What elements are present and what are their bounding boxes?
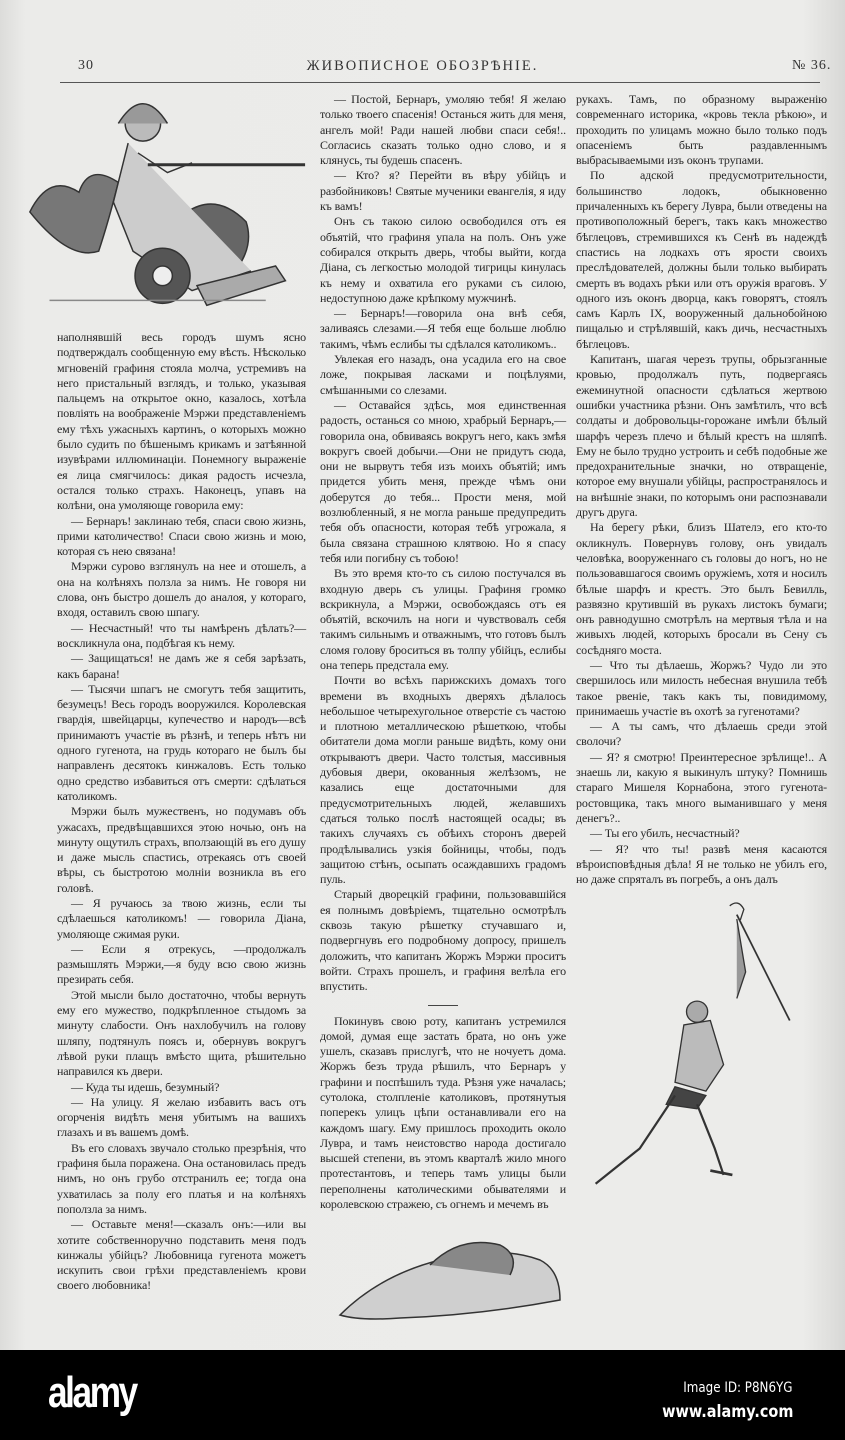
paragraph: — А ты самъ, что дѣлаешь среди этой сволочи?: [576, 719, 827, 749]
paragraph: Увлекая его назадъ, она усадила его на свое ложе, покрывая ласками и поцѣлуями, смѣшанными со слезами.: [320, 352, 566, 397]
paragraph: — Куда ты идешь, безумный?: [71, 1079, 220, 1094]
fallen-woman-illustration: [320, 1220, 566, 1330]
paragraph: — Я? что ты! развѣ меня касаются вѣроисповѣдныя дѣла! Я не только не убилъ его, но даже спряталъ въ погребъ, а онъ далъ: [576, 841, 827, 887]
paragraph: Мэржи былъ мужественъ, но подумавъ объ ужасахъ, предвѣщавшихся этою ночью, онъ на минуту ощутилъ страхъ, вползающій въ его душу и даже мысль спастись, отрекаясь отъ своей вѣры, съ быстротою молніи возникла въ его головѣ.: [57, 804, 306, 895]
column-2: [320, 92, 566, 1330]
paragraph: Въ это время кто-то съ силою постучался въ входную дверь съ улицы. Графиня громко вскрикнула, а Мэржи, освобождаясь отъ ея объятій, вскочилъ на ноги и чувствовалъ себя такимъ сильнымъ и отважнымъ, что готовъ былъ сломя голову броситься въ толпу убійцъ, еслибы она теперь предстала ему.: [320, 566, 566, 672]
column-2-text: [320, 92, 566, 995]
paragraph: рукахъ. Тамъ, по образному выраженію современнаго историка, «кровь текла рѣкою», и проходить по улицамъ можно было только подъ опасеніемъ быть раздавленнымъ выбрасываемыми изъ оконъ трупами.: [576, 92, 827, 168]
publication-title: ЖИВОПИСНОЕ ОБОЗРѢНІЕ.: [306, 58, 539, 74]
column-2-text-after-break: [320, 1014, 566, 1213]
paragraph: Мэржи сурово взглянулъ на нее и отошелъ, а она на колѣняхъ ползла за нимъ. Не говоря ни слова, онъ быстро дошелъ до аналоя, у котораго, входя, оставилъ свою шпагу.: [57, 559, 306, 620]
paragraph: На берегу рѣки, близъ Шателэ, его кто-то окликнулъ. Повернувъ голову, онъ увидалъ человѣка, вооруженнаго съ головы до ногъ, но не пользовавшагося своимъ оружіемъ, хотя и носилъ бѣлые шарфъ и крестъ. Это былъ Бевилль, развязно крутившій въ рукахъ листокъ бумаги; онъ равнодушно смотрѣлъ на мертвыя тѣла и на живыхъ людей, которыхъ бросали въ Сену съ сосѣдняго моста.: [576, 520, 827, 657]
page-number: 30: [78, 58, 94, 73]
paragraph: — Оставайся здѣсь, моя единственная радость, останься со мною, храбрый Бернаръ,— говорила она, обвиваясь вокругъ него, какъ змѣя вокругъ своей добычи.—Они не придутъ сюда, они не вырвутъ тебя изъ моихъ объятій; имъ придется убить меня, прежде чѣмъ они доберутся до тебя... Прости меня, мой возлюбленный, я не могла раньше предупредить тебя объ опасности, которая тебѣ угрожала, я была связана страшною клятвою. Но я спасу тебя или погибну съ тобою!: [320, 397, 566, 565]
paragraph: — Я ручаюсь за твою жизнь, если ты сдѣлаешься католикомъ! — говорила Діана, умоляюще сжимая руки.: [57, 895, 306, 941]
paragraph: — Бернаръ!—говорила она внѣ себя, заливаясь слезами.—Я тебя еще больше люблю такимъ, чѣмъ еслибы ты сдѣлался католикомъ..: [320, 306, 566, 351]
column-3-text: [576, 92, 827, 887]
column-3: [576, 92, 827, 1197]
paragraph: Капитанъ, шагая черезъ трупы, обрызганные кровью, продолжалъ путь, подвергаясь ежеминутной опасности сдѣлаться жертвою ошибки участника рѣзни. Онъ замѣтилъ, что всѣ солдаты и добровольцы-горожане имѣли бѣлый шарфъ черезъ плечо и бѣлый крестъ на шляпѣ. Ему не было трудно устроить и себѣ подобные же предохранительные значки, но отвращеніе, которое ему внушали убійцы, распространялось и на внѣшніе знаки, по которымъ они распознавали другъ друга.: [576, 352, 827, 520]
paragraph: — Несчастный! что ты намѣренъ дѣлать?— воскликнула она, подбѣгая къ нему.: [57, 620, 306, 650]
swordsman-illustration: [576, 897, 827, 1197]
column-1: [20, 92, 310, 1294]
paragraph: наполнявшій весь городъ шумъ ясно подтверждалъ сообщенную ему вѣсть. Нѣсколько мгновеній графиня стояла молча, устремивъ на него пристальный взглядъ, и только, указывая пальцемъ на открытое окно, казалось, хотѣла повліять на воображеніе Мэржи представленіемъ ему тѣхъ ужасныхъ картинъ, о которыхъ можно было судить по бѣшенымъ крикамъ и затѣянной изувѣрами иллюминаціи. Понемногу выраженіе ея лица смягчилось: дикая радость исчезла, остался только страхъ. Наконецъ, упавъ на колѣни, она умоляюще говорила ему:: [57, 330, 306, 513]
paragraph: — Защищаться! не дамъ же я себя зарѣзать, какъ барана!: [57, 651, 306, 681]
watermark-bar: [0, 1350, 845, 1440]
paragraph: — Если я отрекусь, —продолжалъ размышлять Мэржи,—я буду всю свою жизнь презирать себя.: [57, 941, 306, 987]
watermark-site: www.alamy.com: [661, 1402, 793, 1423]
paragraph: Онъ съ такою силою освободился отъ ея объятій, что графиня упала на полъ. Онъ уже собирался открыть дверь, чтобы выйти, когда Діана, съ легкостью молодой тигрицы кинулась къ нему и охватила его руками съ силою, недоступною даже крѣпкому мужчинѣ.: [320, 214, 566, 305]
paragraph: Старый дворецкій графини, пользовавшійся ея полнымъ довѣріемъ, тщательно осмотрѣлъ сквозь такую рѣшетку стучавшаго и, подвергнувъ его подробному допросу, пришелъ доложить, что капитанъ Жоржъ Мэржи проситъ войти. Страхъ прошелъ, и графиня велѣла его впустить.: [320, 887, 566, 994]
paragraph: Въ его словахъ звучало столько презрѣнія, что графиня была поражена. Она остановилась предъ нимъ, но онъ грубо отстранилъ ее; тогда она ухватилась за полу его платья и на колѣняхъ поползла за нимъ.: [57, 1140, 306, 1216]
paragraph: Покинувъ свою роту, капитанъ устремился домой, думая еще застать брата, но онъ уже ушелъ, сказавъ прислугѣ, что не ночуетъ дома. Жоржъ безъ труда рѣшилъ, что Бернаръ у графини и поспѣшилъ туда. Рѣзня уже началась; сутолока, столпленіе католиковъ, протянутыя поперекъ улицъ цѣпи останавливали его на каждомъ шагу. Ему пришлось проходить около Лувра, и тамъ неистовство народа достигало высшей степени, въ этомъ кварталѣ жило много протестантовъ, и теперь тамъ улицы были переполнены католическими обывателями и королевскою стражею, съ огнемъ и мечемъ въ: [320, 1013, 566, 1212]
paragraph: — Тысячи шпагъ не смогутъ тебя защитить, безумецъ! Весь городъ вооружился. Королевская гвардія, швейцарцы, купечество и народъ—всѣ принимаютъ участіе въ рѣзнѣ, и теперь нѣтъ ни одного гугенота, на грудь котораго не былъ бы направленъ десятокъ кинжаловъ. Есть только одно средство избавиться отъ смерти: сдѣлаться католикомъ.: [57, 681, 306, 803]
paragraph: — Кто? я? Перейти въ вѣру убійцъ и разбойниковъ! Святые мученики евангелія, я иду къ вамъ!: [320, 168, 566, 214]
paragraph: — На улицу. Я желаю избавить васъ отъ огорченія видѣть меня убитымъ на вашихъ глазахъ и въ вашемъ домѣ.: [57, 1094, 306, 1140]
section-separator: [428, 1005, 458, 1006]
paragraph: — Что ты дѣлаешь, Жоржъ? Чудо ли это свершилось или милость небесная внушила тебѣ такое рвеніе, такъ какъ ты, повидимому, принимаешь участіе въ охотѣ за гугенотами?: [576, 657, 827, 718]
paragraph: — Постой, Бернаръ, умоляю тебя! Я желаю только твоего спасенія! Останься жить для меня, ангелъ мой! Ради нашей любви спаси себя!.. Согласись сказать только одно слово, и я клянусь, ты будешь спасенъ.: [320, 92, 566, 168]
issue-number: № 36.: [792, 58, 832, 73]
paragraph: — Бернаръ! заклинаю тебя, спаси свою жизнь, прими католичество! Спаси свою жизнь и мою, которая съ нею связана!: [57, 513, 306, 559]
paragraph: — Оставьте меня!—сказалъ онъ:—или вы хотите собственноручно подставить меня подъ кинжалы убійцъ? Любовница гугенота можетъ искупить свои грѣхи представленіемъ крови своего любовника!: [57, 1217, 306, 1293]
paragraph: — Я? я смотрю! Преинтересное зрѣлище!.. А знаешь ли, какую я выкинулъ штуку? Помнишь стараго Мишеля Корнабона, этого гугенота-ростовщика, такъ много выманившаго у меня денегъ?..: [576, 749, 827, 825]
column-1-text: [57, 330, 306, 1294]
paragraph: Этой мысли было достаточно, чтобы вернуть ему его мужество, подкрѣпленное стыдомъ за минуту слабости. Онъ нахлобучилъ на голову шляпу, подтянулъ поясъ и, обернувъ вокругъ лѣвой руки плащъ вмѣсто щита, рѣшительно направился къ двери.: [57, 987, 306, 1079]
header-rule: [60, 82, 820, 83]
paragraph: — Ты его убилъ, несчастный?: [590, 826, 740, 841]
musketeer-illustration: [20, 92, 310, 322]
paragraph: Почти во всѣхъ парижскихъ домахъ того времени въ входныхъ дверяхъ дѣлалось небольшое четырехугольное отверстіе съ частою и плотною металлическою рѣшеткою, чтобы обитатели дома могли раньше видѣть, кому они открываютъ двери. Часто толстыя, массивныя дубовыя двери, окованныя желѣзомъ, не казались еще достаточными для предусмотрительныхъ людей, желавшихъ сдаться только послѣ настоящей осады; въ такихъ случаяхъ съ обѣихъ сторонъ дверей продѣлывались узкія бойницы, чтобы, подъ защитою стѣнъ, осыпать осаждавшихъ градомъ пуль.: [320, 673, 566, 887]
alamy-logo: alamy: [48, 1368, 136, 1418]
columns: [0, 92, 845, 1330]
paragraph: По адской предусмотрительности, большинство лодокъ, обыкновенно причаленныхъ къ берегу Лувра, были отведены на противоположный берегъ, такъ какъ множество бѣглецовъ, стремившихся къ Сенѣ въ надеждѣ спастись на лодкахъ отъ ярости своихъ преслѣдователей, должны были только выбирать смерть въ водахъ рѣки или отъ оружія враговъ. У одного изъ оконъ дворца, какъ говорятъ, стоялъ самъ Карлъ IX, вооруженный дальнобойною пищалью и стрѣлявшій, какъ дичь, несчастныхъ бѣглецовъ.: [576, 168, 827, 351]
image-id: Image ID: P8N6YG: [683, 1380, 793, 1397]
page-header: [0, 0, 845, 92]
